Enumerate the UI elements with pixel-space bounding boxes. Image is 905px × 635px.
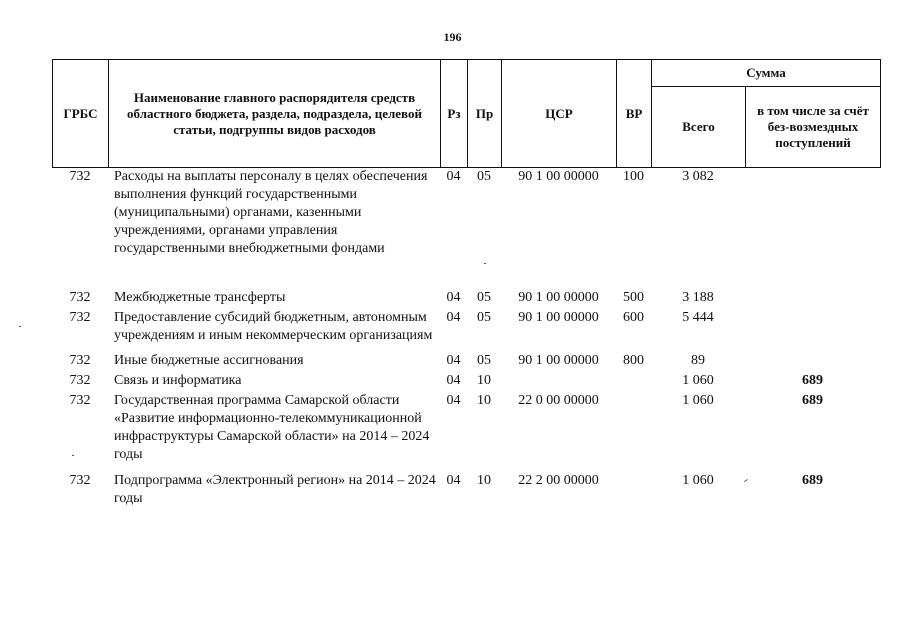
cell-rz: 04 (446, 169, 461, 184)
cell-pr: 05 (477, 310, 491, 325)
header-grbs: ГРБС (53, 60, 109, 168)
cell-name: Иные бюджетные ассигнования (114, 353, 304, 368)
cell-grbs: 732 (69, 169, 91, 184)
table-row (52, 289, 880, 307)
table-row (52, 352, 880, 370)
cell-free: 689 (802, 393, 823, 408)
cell-pr: 05 (477, 290, 491, 305)
header-total: Всего (652, 87, 746, 168)
cell-name: Государственная программа Самарской области «Развитие информационно-телекоммуникационной инфраструктуры Самарской области» на 2014 – 2024 годы (114, 393, 430, 462)
cell-total: 89 (691, 353, 705, 368)
scan-speck (72, 455, 74, 456)
cell-rz: 04 (446, 353, 461, 368)
cell-grbs: 732 (69, 473, 91, 488)
cell-vr: 600 (623, 310, 644, 325)
cell-total: 5 444 (682, 310, 714, 325)
cell-pr: 10 (477, 393, 491, 408)
cell-total: 3 188 (682, 290, 714, 305)
cell-name: Межбюджетные трансферты (114, 290, 286, 305)
scan-speck (484, 263, 486, 264)
table-row (52, 392, 880, 464)
cell-csr: 22 0 00 00000 (518, 393, 599, 408)
cell-csr: 90 1 00 00000 (518, 169, 599, 184)
cell-free: 689 (802, 473, 823, 488)
page-number: 196 (443, 30, 462, 44)
header-free: в том числе за счёт без-возмездных поступлений (746, 87, 881, 168)
header-pr: Пр (468, 60, 502, 168)
table-row (52, 168, 880, 258)
cell-total: 1 060 (682, 373, 714, 388)
table-header (52, 59, 881, 168)
cell-pr: 10 (477, 473, 491, 488)
cell-pr: 05 (477, 169, 491, 184)
scan-speck (19, 326, 21, 327)
table-row (52, 372, 880, 390)
cell-rz: 04 (446, 393, 461, 408)
cell-csr: 90 1 00 00000 (518, 353, 599, 368)
cell-total: 3 082 (682, 169, 714, 184)
header-name: Наименование главного распорядителя средств областного бюджета, раздела, подраздела, целевой статьи, подгруппы видов расходов (109, 60, 441, 168)
table-row (52, 309, 880, 345)
cell-csr: 90 1 00 00000 (518, 310, 599, 325)
header-sum: Сумма (652, 60, 881, 87)
header-csr: ЦСР (502, 60, 617, 168)
cell-grbs: 732 (69, 310, 91, 325)
cell-rz: 04 (446, 373, 461, 388)
cell-name: Расходы на выплаты персоналу в целях обеспечения выполнения функций государственными (муниципальными) органами, казенными учреждениями, органами управления государственными внебюджетными фондами (114, 169, 428, 256)
cell-name: Связь и информатика (114, 373, 242, 388)
cell-grbs: 732 (69, 290, 91, 305)
cell-csr: 90 1 00 00000 (518, 290, 599, 305)
table-row (52, 472, 880, 508)
cell-pr: 05 (477, 353, 491, 368)
table-body (52, 168, 880, 508)
cell-grbs: 732 (69, 373, 91, 388)
cell-name: Предоставление субсидий бюджетным, автономным учреждениям и иным некоммерческим организациям (114, 310, 433, 343)
header-rz: Рз (441, 60, 468, 168)
cell-total: 1 060 (682, 393, 714, 408)
cell-rz: 04 (446, 473, 461, 488)
cell-vr: 500 (623, 290, 644, 305)
cell-rz: 04 (446, 290, 461, 305)
cell-rz: 04 (446, 310, 461, 325)
cell-vr: 100 (623, 169, 644, 184)
cell-csr: 22 2 00 00000 (518, 473, 599, 488)
header-vr: ВР (617, 60, 652, 168)
cell-grbs: 732 (69, 393, 91, 408)
cell-name: Подпрограмма «Электронный регион» на 2014 – 2024 годы (114, 473, 436, 506)
cell-vr: 800 (623, 353, 644, 368)
cell-grbs: 732 (69, 353, 91, 368)
cell-total: 1 060 (682, 473, 714, 488)
cell-free: 689 (802, 373, 823, 388)
cell-pr: 10 (477, 373, 491, 388)
